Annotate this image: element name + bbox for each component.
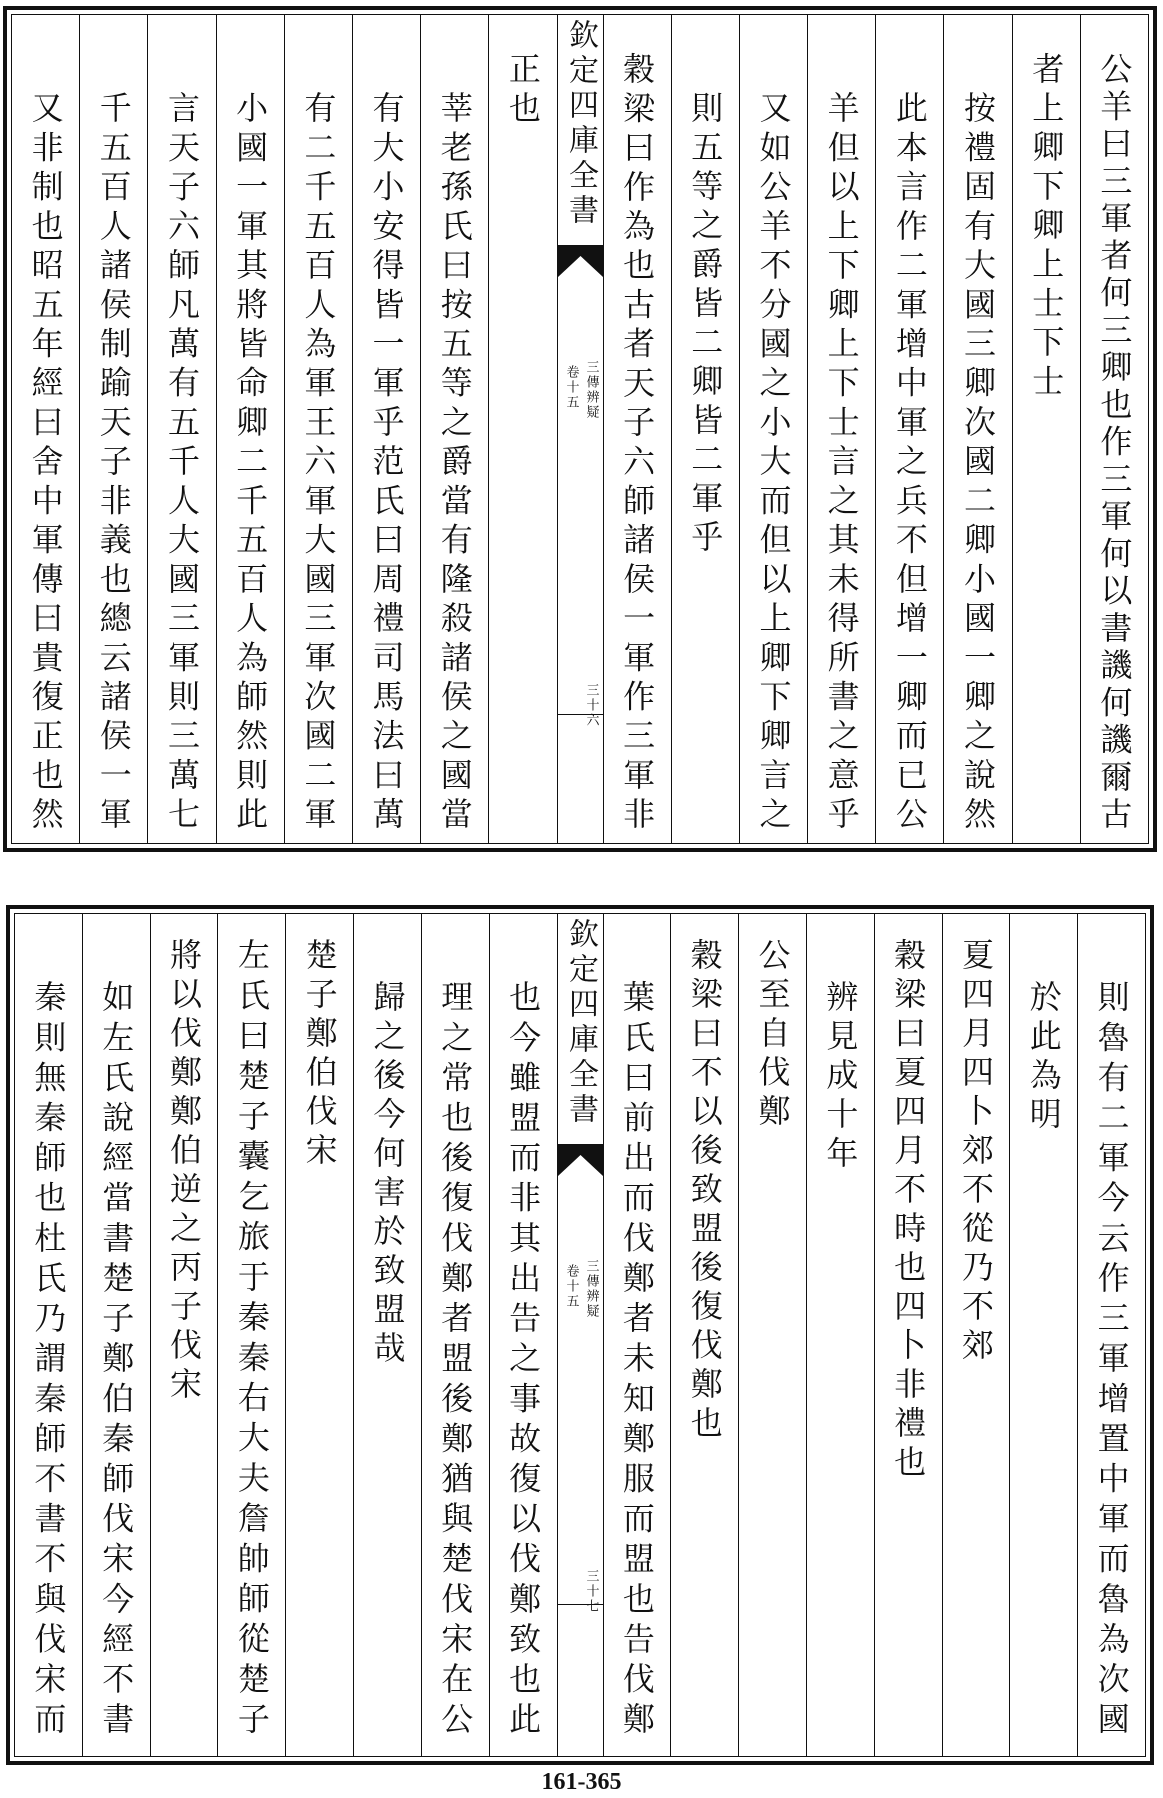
- center-fold: [557, 15, 603, 843]
- fold-title: 欽定四庫全書: [563, 918, 598, 1128]
- lower-leaf: [6, 905, 1154, 1765]
- column-text: 葉氏曰前出而伐鄭者未知鄭服而盟也告伐鄭: [617, 980, 656, 1738]
- column-text: 千五百人諸侯制踰天子非義也總云諸侯一軍: [94, 91, 133, 833]
- column-text: 夏四月四卜郊不從乃不郊: [956, 938, 995, 1367]
- text-column: [739, 15, 807, 843]
- text-column: [942, 914, 1010, 1756]
- column-text: 又如公羊不分國之小大而但以上卿下卿言之: [754, 91, 793, 833]
- column-text: 莘老孫氏曰按五等之爵當有隆殺諸侯之國當: [435, 91, 474, 833]
- column-text: 公羊曰三軍者何三卿也作三軍何以書譏何譏爾古: [1095, 52, 1134, 833]
- fold-leaf-number: 三十六: [583, 683, 599, 728]
- text-column: [284, 15, 352, 843]
- column-text: 將以伐鄭鄭伯逆之丙子伐宋: [165, 938, 204, 1406]
- fold-leaf-number: 三十七: [583, 1569, 599, 1614]
- fold-book-title: 三傳辨疑: [583, 1259, 599, 1319]
- column-text: 如左氏說經當書楚子鄭伯秦師伐宋今經不書: [97, 980, 136, 1738]
- column-text: 言天子六師凡萬有五千人大國三軍則三萬七: [162, 91, 201, 833]
- text-column: [875, 15, 943, 843]
- text-column: [79, 15, 147, 843]
- fold-rule: [558, 714, 603, 715]
- text-column: [603, 914, 671, 1756]
- column-text: 秦則無秦師也杜氏乃謂秦師不書不與伐宋而: [29, 980, 68, 1738]
- column-text: 穀梁曰夏四月不時也四卜非禮也: [889, 938, 928, 1484]
- leaf-frame: [14, 913, 1146, 1757]
- upper-leaf: [3, 6, 1157, 852]
- fish-tail-mark: [558, 1144, 603, 1176]
- column-text: 公至自伐鄭: [753, 938, 792, 1133]
- text-column: [488, 15, 556, 843]
- text-column: [671, 15, 739, 843]
- fish-tail-mark: [558, 245, 603, 277]
- column-text: 又非制也昭五年經曰舍中軍傳曰貴復正也然: [26, 91, 65, 833]
- column-text: 辨見成十年: [821, 980, 860, 1175]
- text-column: [807, 15, 875, 843]
- text-column: [285, 914, 353, 1756]
- text-column: [489, 914, 557, 1756]
- fold-book-title: 三傳辨疑: [583, 360, 599, 420]
- column-text: 於此為明: [1024, 980, 1063, 1136]
- column-text: 穀梁曰作為也古者天子六師諸侯一軍作三軍非: [618, 52, 657, 833]
- leaf-frame: [11, 14, 1149, 844]
- page-number: 161-365: [541, 1769, 622, 1795]
- column-text: 小國一軍其將皆命卿二千五百人為師然則此: [231, 91, 270, 833]
- fold-volume: 卷十五: [563, 365, 579, 410]
- text-column: [1012, 15, 1080, 843]
- text-column: [217, 914, 285, 1756]
- text-column: [943, 15, 1011, 843]
- column-text: 此本言作二軍增中軍之兵不但增一卿而已公: [890, 91, 929, 833]
- text-column: [1009, 914, 1077, 1756]
- fold-title: 欽定四庫全書: [563, 19, 598, 229]
- column-text: 者上卿下卿上士下士: [1027, 52, 1066, 403]
- text-column: [147, 15, 215, 843]
- column-text: 正也: [503, 52, 542, 130]
- text-column: [603, 15, 671, 843]
- column-text: 歸之後今何害於致盟哉: [368, 980, 407, 1370]
- column-text: 楚子鄭伯伐宋: [300, 938, 339, 1172]
- fold-title-box: [558, 918, 603, 1140]
- column-text: 按禮固有大國三卿次國二卿小國一卿之說然: [959, 91, 998, 833]
- column-text: 理之常也後復伐鄭者盟後鄭猶與楚伐宋在公: [436, 980, 475, 1738]
- text-column: [874, 914, 942, 1756]
- center-fold: [557, 914, 603, 1756]
- text-column: [738, 914, 806, 1756]
- column-text: 有二千五百人為軍王六軍大國三軍次國二軍: [299, 91, 338, 833]
- text-column: [353, 914, 421, 1756]
- column-text: 穀梁曰不以後致盟後復伐鄭也: [685, 938, 724, 1445]
- text-column: [352, 15, 420, 843]
- text-column: [82, 914, 150, 1756]
- text-column: [150, 914, 218, 1756]
- text-column: [1080, 15, 1148, 843]
- column-text: 則魯有二軍今云作三軍增置中軍而魯為次國: [1092, 980, 1131, 1738]
- text-column: [12, 15, 79, 843]
- column-text: 則五等之爵皆二卿皆二軍乎: [686, 91, 725, 559]
- text-column: [15, 914, 82, 1756]
- column-text: 有大小安得皆一軍乎范氏曰周禮司馬法曰萬: [367, 91, 406, 833]
- column-text: 左氏曰楚子囊乞旅于秦秦右大夫詹帥師從楚子: [232, 938, 271, 1738]
- text-column: [421, 914, 489, 1756]
- fold-rule: [558, 1604, 603, 1605]
- column-text: 羊但以上下卿上下士言之其未得所書之意乎: [822, 91, 861, 833]
- text-column: [806, 914, 874, 1756]
- column-text: 也今雖盟而非其出告之事故復以伐鄭致也此: [504, 980, 543, 1738]
- fold-volume: 卷十五: [563, 1264, 579, 1309]
- text-column: [1077, 914, 1145, 1756]
- text-column: [670, 914, 738, 1756]
- fold-title-box: [558, 19, 603, 241]
- text-column: [420, 15, 488, 843]
- text-column: [216, 15, 284, 843]
